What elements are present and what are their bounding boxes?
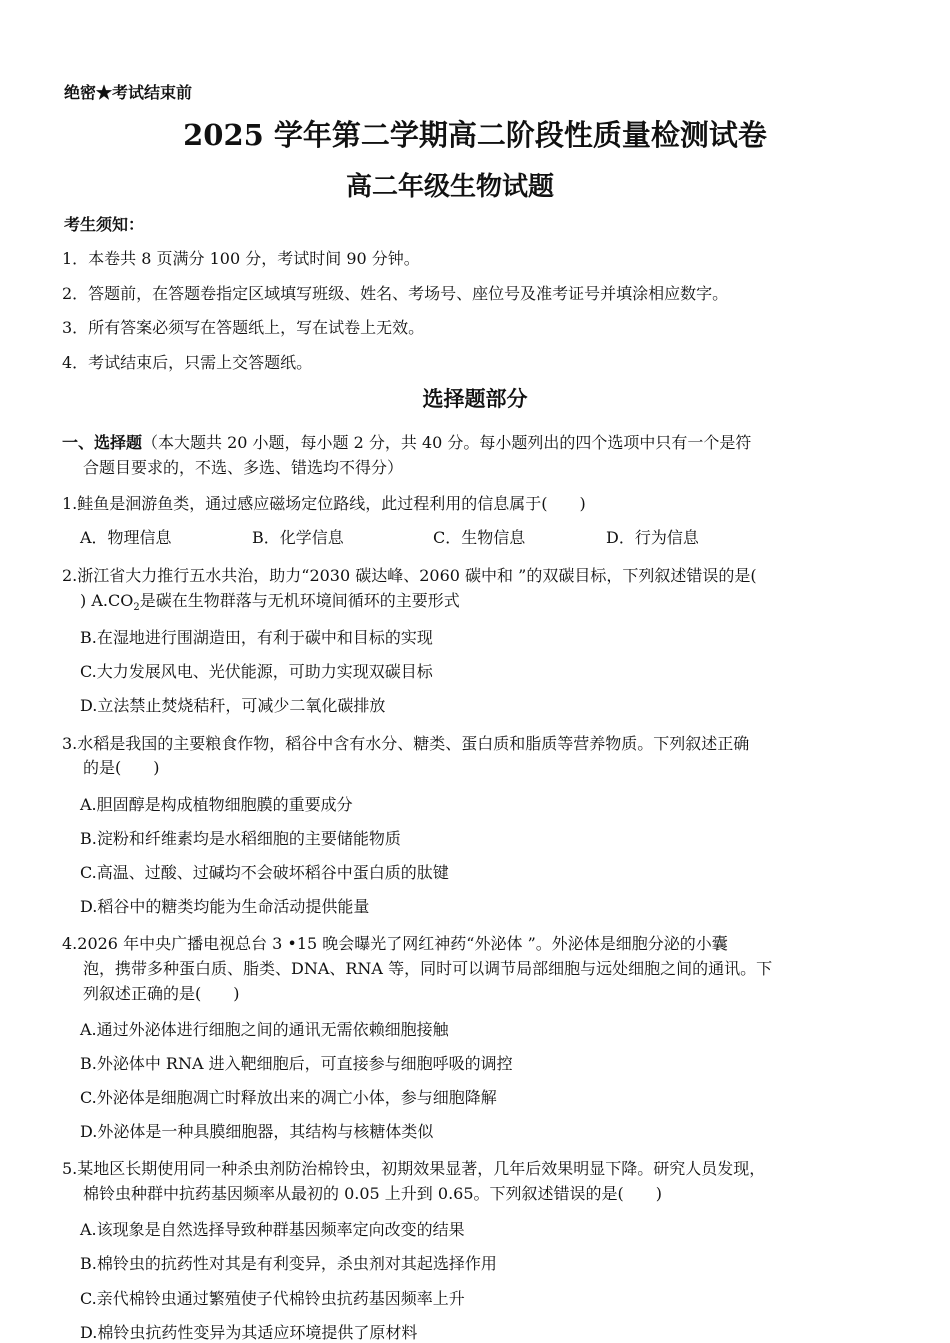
part-desc-2: 合题目要求的，不选、多选、错选均不得分） [83, 458, 404, 477]
option-a: A.胆固醇是构成植物细胞膜的重要成分 [80, 795, 353, 814]
option-b: B.棉铃虫的抗药性对其是有利变异，杀虫剂对其起选择作用 [80, 1254, 497, 1273]
option-d: D.稻谷中的糖类均能为生命活动提供能量 [80, 897, 370, 916]
secret-mark: 绝密★考试结束前 [64, 83, 193, 102]
notice-item: 3．所有答案必须写在答题纸上，写在试卷上无效。 [62, 318, 425, 337]
question-stem-cont: 列叙述正确的是( ) [83, 984, 240, 1003]
option-d: D.棉铃虫抗药性变异为其适应环境提供了原材料 [80, 1323, 418, 1342]
option-a: A.该现象是自然选择导致种群基因频率定向改变的结果 [80, 1220, 465, 1239]
option-a: A.通过外泌体进行细胞之间的通讯无需依赖细胞接触 [80, 1020, 449, 1039]
part-instructions [62, 430, 751, 453]
option-c: C.大力发展风电、光伏能源，可助力实现双碳目标 [80, 662, 433, 681]
option-b: B．化学信息 [252, 528, 344, 547]
option-a: A．物理信息 [80, 528, 172, 547]
option-d: D.立法禁止焚烧秸秆，可减少二氧化碳排放 [80, 696, 386, 715]
notice-heading: 考生须知： [64, 215, 145, 234]
exam-title: 2025 学年第二学期高二阶段性质量检测试卷 [183, 118, 767, 152]
part-label: 一、选择题 [62, 433, 143, 452]
question-stem: 3.水稻是我国的主要粮食作物，稻谷中含有水分、糖类、蛋白质和脂质等营养物质。下列叙述正确 [62, 734, 750, 753]
option-c: C.外泌体是细胞凋亡时释放出来的凋亡小体，参与细胞降解 [80, 1088, 497, 1107]
option-c: C.亲代棉铃虫通过繁殖使子代棉铃虫抗药基因频率上升 [80, 1289, 465, 1308]
question-stem-cont: 棉铃虫种群中抗药基因频率从最初的 0.05 上升到 0.65。下列叙述错误的是( ) [83, 1184, 662, 1203]
question-stem: 2.浙江省大力推行五水共治，助力“2030 碳达峰、2060 碳中和 ”的双碳目标，下列叙述错误的是( [62, 566, 757, 585]
exam-subtitle: 高二年级生物试题 [345, 172, 554, 202]
option-b: B.外泌体中 RNA 进入靶细胞后，可直接参与细胞呼吸的调控 [80, 1054, 513, 1073]
q2-subscript: 2 [133, 602, 140, 614]
q2-option-a-text: 是碳在生物群落与无机环境间循环的主要形式 [139, 591, 460, 610]
option-d: D．行为信息 [606, 528, 699, 547]
option-b: B.在湿地进行围湖造田，有利于碳中和目标的实现 [80, 628, 433, 647]
question-stem-cont [80, 588, 460, 613]
option-d: D.外泌体是一种具膜细胞器，其结构与核糖体类似 [80, 1122, 434, 1141]
question-stem: 1.鲑鱼是洄游鱼类，通过感应磁场定位路线，此过程利用的信息属于( ) [62, 494, 586, 513]
question-stem-cont: 的是( ) [83, 758, 160, 777]
notice-item: 2．答题前，在答题卷指定区域填写班级、姓名、考场号、座位号及准考证号并填涂相应数字。 [62, 284, 729, 303]
option-c: C．生物信息 [433, 528, 526, 547]
question-stem-cont: 泡，携带多种蛋白质、脂类、DNA、RNA 等，同时可以调节局部细胞与远处细胞之间的通讯。下 [83, 959, 773, 978]
option-b: B.淀粉和纤维素均是水稻细胞的主要储能物质 [80, 829, 401, 848]
q2-option-a-prefix: ) A.CO [80, 591, 134, 610]
part-desc-1: （本大题共 20 小题，每小题 2 分，共 40 分。每小题列出的四个选项中只有一个是符 [142, 433, 752, 452]
question-stem: 5.某地区长期使用同一种杀虫剂防治棉铃虫，初期效果显著，几年后效果明显下降。研究人员发现， [62, 1159, 766, 1178]
option-c: C.高温、过酸、过碱均不会破坏稻谷中蛋白质的肽键 [80, 863, 449, 882]
question-stem: 4.2026 年中央广播电视总台 3 •15 晚会曝光了网红神药“外泌体 ”。外泌体是细胞分泌的小囊 [62, 934, 728, 953]
notice-item: 1．本卷共 8 页满分 100 分，考试时间 90 分钟。 [62, 249, 420, 268]
section-title: 选择题部分 [422, 386, 528, 411]
notice-item: 4．考试结束后，只需上交答题纸。 [62, 353, 313, 372]
